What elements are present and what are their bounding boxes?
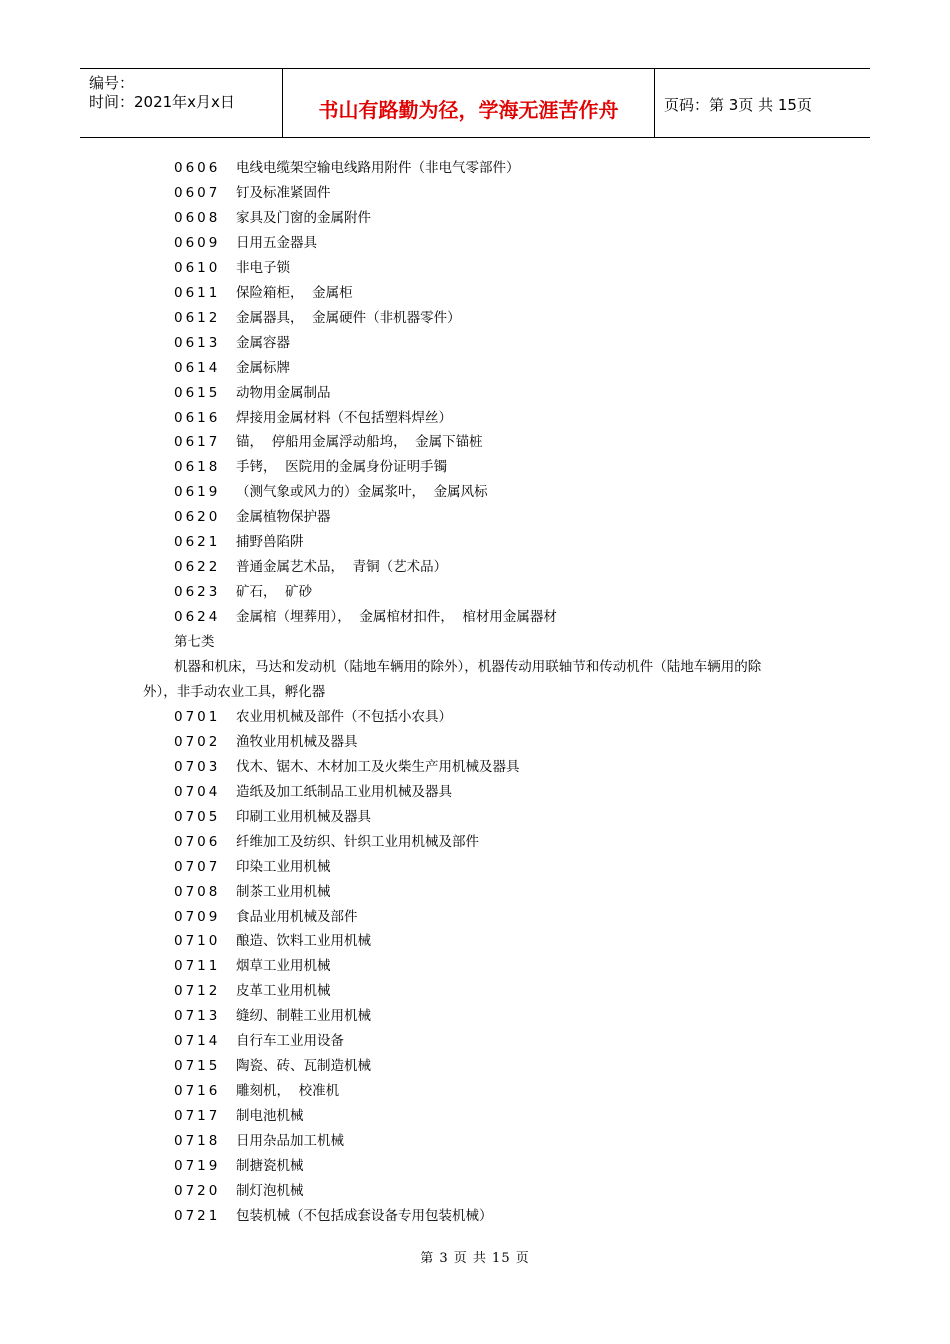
- list-item: [174, 1156, 304, 1176]
- list-item: [174, 1206, 493, 1226]
- list-item: [174, 1031, 344, 1051]
- list-item: [174, 857, 331, 877]
- item-text: 制电池机械: [236, 1108, 304, 1125]
- list-item: [174, 233, 317, 253]
- item-code: 0708: [174, 883, 221, 900]
- item-text: 自行车工业用设备: [236, 1033, 344, 1050]
- list-item: [174, 832, 479, 852]
- list-item: [174, 432, 483, 452]
- item-code: 0706: [174, 833, 221, 850]
- item-text: 陶瓷、砖、瓦制造机械: [236, 1058, 371, 1075]
- item-code: 0718: [174, 1133, 221, 1150]
- item-code: 0713: [174, 1008, 221, 1025]
- header-motto-cell: [283, 69, 655, 137]
- item-text: 家具及门窗的金属附件: [236, 209, 371, 226]
- list-item: [174, 757, 520, 777]
- item-code: 0712: [174, 983, 221, 1000]
- list-item: [174, 882, 331, 902]
- list-item: [174, 358, 290, 378]
- item-text: 日用五金器具: [236, 234, 317, 251]
- item-code: 0719: [174, 1158, 221, 1174]
- item-text: 制茶工业用机械: [236, 883, 331, 900]
- item-code: 0702: [174, 733, 221, 750]
- item-code: 0621: [174, 534, 221, 551]
- item-code: 0620: [174, 509, 221, 526]
- header-meta-cell: [80, 69, 283, 137]
- list-item: [174, 183, 331, 203]
- list-item: [174, 607, 557, 627]
- item-text: 包装机械（不包括成套设备专用包装机械）: [236, 1207, 493, 1224]
- list-item: [174, 408, 452, 428]
- item-text: 造纸及加工纸制品工业用机械及器具: [236, 783, 452, 800]
- item-code: 0618: [174, 459, 221, 476]
- item-text: 捕野兽陷阱: [236, 534, 304, 551]
- list-item: [174, 981, 331, 1001]
- item-text: 矿石， 矿砂: [236, 584, 313, 601]
- class-heading: 第七类: [174, 634, 215, 651]
- item-code: 0610: [174, 259, 221, 276]
- item-code: 0611: [174, 284, 221, 301]
- item-code: 0617: [174, 434, 221, 451]
- list-item: [174, 557, 447, 577]
- item-code: 0622: [174, 559, 221, 576]
- item-code: 0623: [174, 584, 221, 601]
- list-item: [174, 532, 304, 552]
- item-text: 伐木、锯木、木材加工及火柴生产用机械及器具: [236, 758, 520, 775]
- list-item: [174, 1081, 339, 1101]
- item-text: 皮革工业用机械: [236, 983, 331, 1000]
- item-text: 金属器具， 金属硬件（非机器零件）: [236, 309, 461, 326]
- item-code: 0717: [174, 1108, 221, 1125]
- item-text: 渔牧业用机械及器具: [236, 733, 358, 750]
- item-text: 制搪瓷机械: [236, 1158, 304, 1174]
- item-text: 缝纫、制鞋工业用机械: [236, 1008, 371, 1025]
- list-item: [174, 333, 290, 353]
- item-code: 0703: [174, 758, 221, 775]
- number-label: 编号：: [89, 74, 135, 92]
- item-text: 印刷工业用机械及器具: [236, 808, 371, 825]
- item-text: 食品业用机械及部件: [236, 908, 358, 925]
- list-item: [174, 158, 520, 178]
- list-item: [174, 208, 371, 228]
- item-code: 0616: [174, 409, 221, 426]
- item-code: 0720: [174, 1182, 221, 1199]
- list-item: [174, 507, 331, 527]
- page-header: [80, 68, 870, 138]
- item-text: 动物用金属制品: [236, 384, 331, 401]
- time-label: 时间：2021年x月x日: [89, 93, 235, 111]
- list-item: [174, 457, 447, 477]
- list-item: [174, 707, 452, 727]
- page-footer: 第 3 页 共 15 页: [420, 1251, 530, 1266]
- item-code: 0612: [174, 309, 221, 326]
- item-text: 金属棺（埋葬用）， 金属棺材扣件， 棺材用金属器材: [236, 609, 557, 626]
- item-text: 印染工业用机械: [236, 858, 331, 875]
- item-code: 0607: [174, 184, 221, 201]
- list-item: [174, 732, 358, 752]
- item-code: 0608: [174, 209, 221, 226]
- list-item: [174, 258, 290, 278]
- item-code: 0710: [174, 933, 221, 950]
- list-item: [174, 782, 452, 802]
- item-text: 保险箱柜， 金属柜: [236, 284, 353, 301]
- list-item: [174, 1131, 344, 1151]
- item-code: 0609: [174, 234, 221, 251]
- list-item: [174, 582, 312, 602]
- class-description-line: 外），非手动农业工具，孵化器: [143, 683, 326, 700]
- item-code: 0721: [174, 1207, 221, 1224]
- list-item: [174, 308, 461, 328]
- class-description-line: 机器和机床，马达和发动机（陆地车辆用的除外），机器传动用联轴节和传动机件（陆地车辆用的除: [174, 659, 762, 675]
- item-text: （测气象或风力的）金属浆叶， 金属风标: [236, 484, 488, 501]
- item-code: 0716: [174, 1083, 221, 1100]
- item-text: 钉及标准紧固件: [236, 184, 331, 201]
- item-code: 0615: [174, 384, 221, 401]
- list-item: [174, 931, 371, 951]
- list-item: [174, 1181, 304, 1201]
- item-code: 0613: [174, 334, 221, 351]
- item-text: 烟草工业用机械: [236, 958, 331, 975]
- item-code: 0707: [174, 858, 221, 875]
- item-text: 制灯泡机械: [236, 1182, 304, 1199]
- item-text: 锚， 停船用金属浮动船坞， 金属下锚桩: [236, 434, 483, 451]
- item-text: 纤维加工及纺织、针织工业用机械及部件: [236, 833, 479, 850]
- item-text: 金属标牌: [236, 359, 290, 376]
- item-code: 0714: [174, 1033, 221, 1050]
- list-item: [174, 907, 358, 927]
- item-text: 焊接用金属材料（不包括塑料焊丝）: [236, 409, 452, 426]
- page-number-label: 页码：第 3页 共 15页: [664, 96, 812, 114]
- item-code: 0715: [174, 1058, 221, 1075]
- item-text: 电线电缆架空输电线路用附件（非电气零部件）: [236, 160, 520, 176]
- item-text: 手铐， 医院用的金属身份证明手镯: [236, 459, 448, 476]
- item-text: 日用杂品加工机械: [236, 1133, 344, 1150]
- item-text: 非电子锁: [236, 259, 290, 276]
- item-code: 0619: [174, 484, 221, 501]
- item-text: 金属容器: [236, 334, 290, 351]
- list-item: [174, 1006, 371, 1026]
- motto: 书山有路勤为径，学海无涯苦作舟: [318, 98, 619, 122]
- list-item: [174, 956, 331, 976]
- list-item: [174, 283, 353, 303]
- item-code: 0711: [174, 958, 221, 975]
- item-code: 0624: [174, 609, 221, 626]
- item-code: 0701: [174, 708, 221, 725]
- item-text: 酿造、饮料工业用机械: [236, 933, 371, 950]
- list-item: [174, 807, 371, 827]
- item-code: 0709: [174, 908, 221, 925]
- list-item: [174, 383, 331, 403]
- item-code: 0705: [174, 808, 221, 825]
- item-code: 0614: [174, 359, 221, 376]
- header-page-cell: [655, 69, 870, 137]
- item-text: 农业用机械及部件（不包括小农具）: [236, 708, 452, 725]
- list-item: [174, 1106, 304, 1126]
- list-item: [174, 482, 488, 502]
- list-item: [174, 1056, 371, 1076]
- item-code: 0704: [174, 783, 221, 800]
- item-code: 0606: [174, 160, 221, 176]
- item-text: 普通金属艺术品， 青铜（艺术品）: [236, 559, 448, 576]
- item-text: 金属植物保护器: [236, 509, 331, 526]
- item-text: 雕刻机， 校准机: [236, 1083, 340, 1100]
